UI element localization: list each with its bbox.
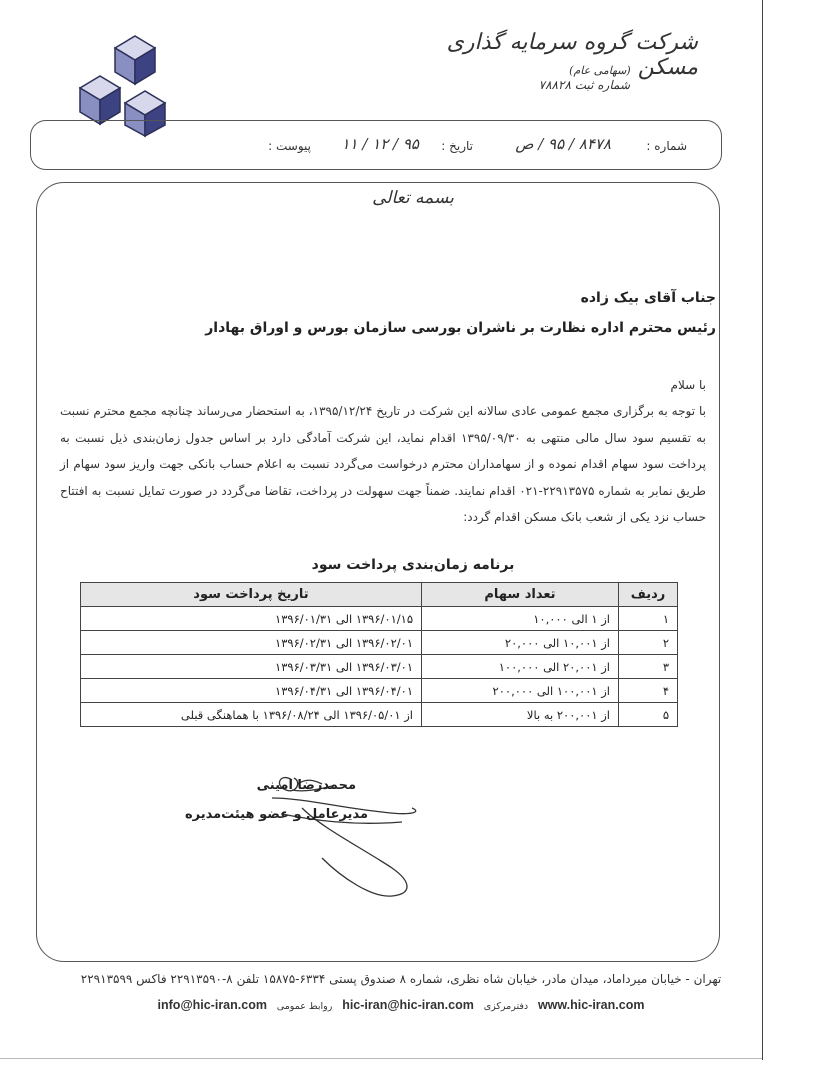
schedule-table (80, 582, 678, 727)
signatory-name: محمدرضا امینی (256, 778, 356, 793)
share-range: از ۲۰۰,۰۰۱ به بالا (422, 703, 619, 727)
table-header-row (81, 583, 678, 607)
payment-date: ۱۳۹۶/۰۳/۰۱ الی ۱۳۹۶/۰۳/۳۱ (81, 655, 422, 679)
page-edge (762, 0, 763, 1060)
share-range: از ۱ الی ۱۰,۰۰۰ (422, 607, 619, 631)
email-pr-link[interactable]: info@hic-iran.com (157, 998, 267, 1012)
table-row (81, 607, 678, 631)
email-pr-label: روابط عمومی (276, 1001, 333, 1012)
schedule-title: برنامه زمان‌بندی پرداخت سود (311, 557, 515, 573)
row-number: ۵ (619, 703, 678, 727)
payment-date: از ۱۳۹۶/۰۵/۰۱ الی ۱۳۹۶/۰۸/۲۴ با هماهنگی قبلی (81, 703, 422, 727)
attachment-label: پیوست : (268, 139, 311, 153)
header-payment-date: تاریخ پرداخت سود (81, 583, 422, 607)
company-name-text: شرکت گروه سرمایه گذاری مسکن (446, 30, 698, 80)
footer-address: تهران - خیابان میرداماد، میدان مادر، خیابان شاه نظری، شماره ۸ صندوق پستی ۶۳۳۴-۱۵۸۷۵ تلفن ۸-۲۲۹۱۳۵۹۰ فاکس ۲۲۹۱۳۵۹۹ (80, 972, 722, 986)
payment-date: ۱۳۹۶/۰۲/۰۱ الی ۱۳۹۶/۰۲/۳۱ (81, 631, 422, 655)
greeting: با سلام (670, 378, 706, 392)
recipient-name: جناب آقای بیک زاده (580, 290, 716, 306)
payment-date: ۱۳۹۶/۰۴/۰۱ الی ۱۳۹۶/۰۴/۳۱ (81, 679, 422, 703)
letter-info-box (30, 120, 722, 170)
share-range: از ۱۰۰,۰۰۱ الی ۲۰۰,۰۰۰ (422, 679, 619, 703)
header-shares: تعداد سهام (422, 583, 619, 607)
signatory-title: مدیرعامل و عضو هیئت‌مدیره (184, 807, 368, 822)
footer-contacts (40, 998, 762, 1012)
bismillah: بسمه تعالی (372, 188, 454, 208)
payment-date: ۱۳۹۶/۰۱/۱۵ الی ۱۳۹۶/۰۱/۳۱ (81, 607, 422, 631)
table-row (81, 631, 678, 655)
date-label: تاریخ : (441, 139, 473, 153)
number-label: شماره : (646, 139, 687, 153)
company-name (438, 30, 698, 80)
date-value: ۹۵ / ۱۲ / ۱۱ (341, 135, 419, 153)
row-number: ۳ (619, 655, 678, 679)
table-row (81, 655, 678, 679)
company-type: (سهامی عام) (569, 64, 631, 77)
letter-body: با توجه به برگزاری مجمع عمومی عادی سالانه این شرکت در تاریخ ۱۳۹۵/۱۲/۲۴، به استحضار می‌رساند چنانچه مجمع محترم نسبت به تقسیم سود سال مالی منتهی به ۱۳۹۵/۰۹/۳۰ اقدام نماید، این شرکت آمادگی دارد بر اساس جدول زمان‌بندی ذیل نسبت به پرداخت سود سهام اقدام نموده و از سهامداران محترم درخواست می‌گردد نسبت به اعلام حساب بانکی جهت واریز سود سهام از طریق نمابر به شماره ۲۲۹۱۳۵۷۵-۰۲۱ اقدام نمایند. ضمناً جهت سهولت در پرداخت، تقاضا می‌گردد در صورت تمایل نسبت به افتتاح حساب نزد یکی از شعب بانک مسکن اقدام گردد: (60, 404, 707, 524)
share-range: از ۱۰,۰۰۱ الی ۲۰,۰۰۰ (422, 631, 619, 655)
row-number: ۴ (619, 679, 678, 703)
recipient-title: رئیس محترم اداره نظارت بر ناشران بورسی سازمان بورس و اوراق بهادار (205, 320, 716, 336)
header-row-number: ردیف (619, 583, 678, 607)
website-link[interactable]: www.hic-iran.com (537, 998, 645, 1012)
table-row (81, 703, 678, 727)
page-bottom-edge (0, 1058, 762, 1059)
email-office-label: دفترمرکزی (483, 1001, 529, 1012)
registration-number: شماره ثبت ۷۸۸۲۸ (538, 78, 630, 92)
row-number: ۱ (619, 607, 678, 631)
share-range: از ۲۰,۰۰۱ الی ۱۰۰,۰۰۰ (422, 655, 619, 679)
table-row (81, 679, 678, 703)
email-office-link[interactable]: hic-iran@hic-iran.com (342, 998, 474, 1012)
number-value: ۸۴۷۸ / ۹۵ / ص (515, 135, 611, 153)
row-number: ۲ (619, 631, 678, 655)
